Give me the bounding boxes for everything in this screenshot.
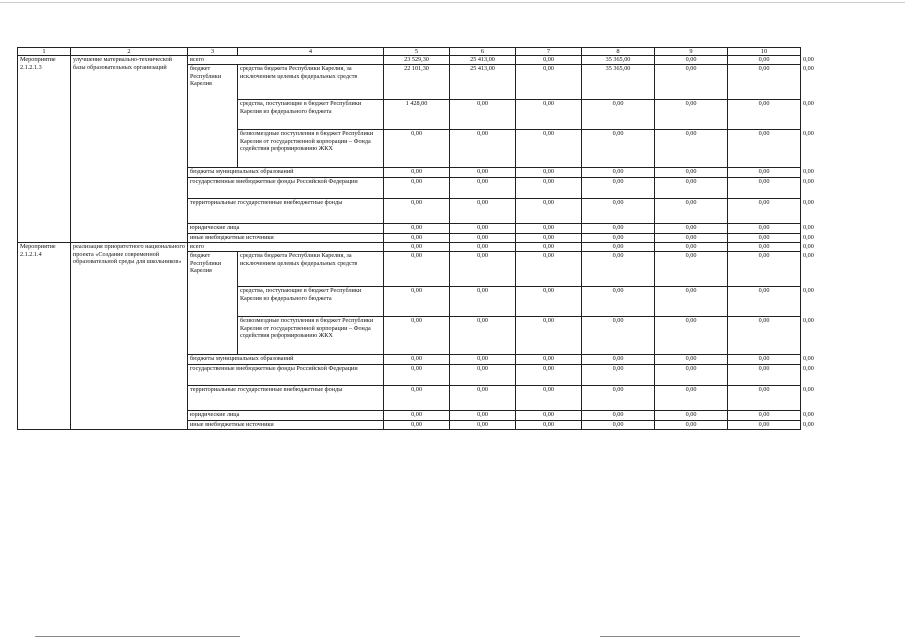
source-label: средства бюджета Республики Карелия, за исключением целевых федеральных средств (238, 252, 384, 287)
value-cell: 25 413,00 (450, 65, 516, 100)
value-cell: 0,00 (582, 234, 655, 243)
value-cell: 0,00 (450, 168, 516, 178)
value-cell: 0,00 (516, 287, 582, 317)
value-cell: 0,00 (655, 243, 728, 252)
value-cell: 0,00 (728, 287, 801, 317)
value-cell: 0,00 (582, 355, 655, 365)
value-cell: 0,00 (384, 355, 450, 365)
value-cell: 0,00 (728, 100, 801, 130)
value-cell: 0,00 (728, 317, 801, 355)
source-label: безвозмездные поступления в бюджет Республики Карелия от государственной корпорации – Фонда содействия реформированию ЖКХ (238, 317, 384, 355)
value-cell: 0,00 (655, 411, 728, 421)
value-cell: 0,00 (582, 243, 655, 252)
header-cell: 1 (18, 48, 71, 56)
value-cell: 0,00 (450, 234, 516, 243)
header-cell: 10 (728, 48, 801, 56)
table-row: средства, поступающие в бюджет Республики Карелия из федерального бюджета 1 428,00 0,00 0,00 0,00 0,00 0,00 0,00 (18, 100, 801, 130)
table-row: Мероприятие 2.1.2.1.4 реализация приоритетного национального проекта «Создание современной образовательной среды для школьников» всего 0,00 0,00 0,00 0,00 0,00 0,00 0,00 (18, 243, 801, 252)
value-cell: 0,00 (516, 234, 582, 243)
budget-table (17, 47, 814, 430)
source-label: юридические лица (188, 224, 384, 234)
header-cell: 8 (582, 48, 655, 56)
value-cell: 0,00 (450, 130, 516, 168)
source-label: средства, поступающие в бюджет Республики Карелия из федерального бюджета (238, 287, 384, 317)
value-cell: 0,00 (655, 234, 728, 243)
value-cell: 0,00 (384, 168, 450, 178)
scan-bottom-edge-right (600, 636, 800, 637)
value-cell: 0,00 (450, 421, 516, 430)
value-cell: 0,00 (728, 56, 801, 65)
value-cell: 35 365,00 (582, 65, 655, 100)
budget-group-label: бюджет Республики Карелия (188, 252, 238, 355)
table-row: иные внебюджетные источники 0,00 0,00 0,00 0,00 0,00 0,00 0,00 (18, 234, 801, 243)
value-cell: 0,00 (516, 317, 582, 355)
table-row: государственные внебюджетные фонды Российской Федерации 0,00 0,00 0,00 0,00 0,00 0,00 0,00 (18, 365, 801, 386)
value-cell: 0,00 (450, 317, 516, 355)
value-cell: 0,00 (728, 411, 801, 421)
value-cell: 0,00 (728, 234, 801, 243)
value-cell: 0,00 (582, 199, 655, 224)
header-cell: 9 (655, 48, 728, 56)
value-cell: 25 413,00 (450, 56, 516, 65)
value-cell: 0,00 (728, 130, 801, 168)
value-cell: 0,00 (582, 317, 655, 355)
source-label: территориальные государственные внебюджетные фонды (188, 199, 384, 224)
header-cell: 2 (71, 48, 188, 56)
value-cell: 1 428,00 (384, 100, 450, 130)
header-cell: 7 (516, 48, 582, 56)
value-cell: 0,00 (582, 365, 655, 386)
value-cell: 0,00 (516, 386, 582, 411)
value-cell: 0,00 (384, 365, 450, 386)
value-cell: 0,00 (516, 365, 582, 386)
value-cell: 0,00 (384, 317, 450, 355)
value-cell: 0,00 (728, 178, 801, 199)
value-cell: 0,00 (582, 168, 655, 178)
value-cell: 0,00 (384, 421, 450, 430)
table-row: бюджет Республики Карелия средства бюджета Республики Карелия, за исключением целевых федеральных средств 22 101,30 25 413,00 0,00 35 365,00 0,00 0,00 0,00 (18, 65, 801, 100)
value-cell: 0,00 (582, 287, 655, 317)
header-cell: 5 (384, 48, 450, 56)
value-cell: 0,00 (384, 386, 450, 411)
value-cell: 0,00 (450, 100, 516, 130)
value-cell: 0,00 (516, 56, 582, 65)
table-row: территориальные государственные внебюджетные фонды 0,00 0,00 0,00 0,00 0,00 0,00 0,00 (18, 386, 801, 411)
source-label: государственные внебюджетные фонды Российской Федерации (188, 365, 384, 386)
value-cell: 0,00 (728, 243, 801, 252)
value-cell: 0,00 (728, 252, 801, 287)
value-cell: 0,00 (450, 199, 516, 224)
value-cell: 0,00 (450, 243, 516, 252)
value-cell: 0,00 (655, 355, 728, 365)
value-cell: 0,00 (728, 386, 801, 411)
value-cell: 0,00 (728, 421, 801, 430)
value-cell: 0,00 (655, 386, 728, 411)
header-cell: 6 (450, 48, 516, 56)
activity-code: Мероприятие 2.1.2.1.3 (18, 56, 71, 243)
value-cell: 0,00 (384, 199, 450, 224)
value-cell: 22 101,30 (384, 65, 450, 100)
value-cell: 0,00 (655, 65, 728, 100)
value-cell: 0,00 (728, 365, 801, 386)
value-cell: 0,00 (384, 287, 450, 317)
value-cell: 0,00 (655, 317, 728, 355)
value-cell: 0,00 (384, 411, 450, 421)
budget-group-label: бюджет Республики Карелия (188, 65, 238, 168)
value-cell: 0,00 (582, 130, 655, 168)
value-cell: 0,00 (450, 411, 516, 421)
value-cell: 0,00 (728, 199, 801, 224)
value-cell: 0,00 (450, 252, 516, 287)
value-cell: 0,00 (516, 168, 582, 178)
value-cell: 0,00 (655, 199, 728, 224)
value-cell: 0,00 (516, 100, 582, 130)
value-cell: 0,00 (728, 355, 801, 365)
value-cell: 0,00 (516, 252, 582, 287)
source-label: средства бюджета Республики Карелия, за исключением целевых федеральных средств (238, 65, 384, 100)
value-cell: 0,00 (582, 252, 655, 287)
value-cell: 0,00 (655, 56, 728, 65)
source-label: юридические лица (188, 411, 384, 421)
table-row: юридические лица 0,00 0,00 0,00 0,00 0,00 0,00 0,00 (18, 224, 801, 234)
value-cell: 0,00 (516, 243, 582, 252)
value-cell: 0,00 (516, 65, 582, 100)
value-cell: 0,00 (582, 421, 655, 430)
value-cell: 35 365,00 (582, 56, 655, 65)
value-cell: 0,00 (582, 386, 655, 411)
value-cell: 0,00 (582, 178, 655, 199)
activity-code: Мероприятие 2.1.2.1.4 (18, 243, 71, 430)
value-cell: 0,00 (516, 355, 582, 365)
source-label: бюджеты муниципальных образований (188, 355, 384, 365)
source-label: государственные внебюджетные фонды Российской Федерации (188, 178, 384, 199)
table-row: юридические лица 0,00 0,00 0,00 0,00 0,00 0,00 0,00 (18, 411, 801, 421)
value-cell: 0,00 (728, 65, 801, 100)
value-cell: 0,00 (728, 224, 801, 234)
value-cell: 0,00 (384, 243, 450, 252)
value-cell: 0,00 (655, 178, 728, 199)
value-cell: 0,00 (516, 130, 582, 168)
table-row: территориальные государственные внебюджетные фонды 0,00 0,00 0,00 0,00 0,00 0,00 0,00 (18, 199, 801, 224)
value-cell: 0,00 (384, 234, 450, 243)
value-cell: 0,00 (450, 287, 516, 317)
value-cell: 0,00 (516, 199, 582, 224)
table-row: бюджеты муниципальных образований 0,00 0,00 0,00 0,00 0,00 0,00 0,00 (18, 355, 801, 365)
source-label: всего (188, 56, 384, 65)
header-cell: 3 (188, 48, 238, 56)
value-cell: 0,00 (655, 100, 728, 130)
header-row (18, 48, 801, 56)
table-row: иные внебюджетные источники 0,00 0,00 0,00 0,00 0,00 0,00 0,00 (18, 421, 801, 430)
value-cell: 0,00 (450, 386, 516, 411)
value-cell: 0,00 (516, 224, 582, 234)
activity-name: улучшение материально-технической базы образовательных организаций (71, 56, 188, 243)
value-cell: 0,00 (384, 178, 450, 199)
value-cell: 0,00 (582, 411, 655, 421)
table-row: бюджеты муниципальных образований 0,00 0,00 0,00 0,00 0,00 0,00 0,00 (18, 168, 801, 178)
value-cell: 0,00 (655, 130, 728, 168)
source-label: иные внебюджетные источники (188, 234, 384, 243)
value-cell: 0,00 (582, 100, 655, 130)
source-label: средства, поступающие в бюджет Республики Карелия из федерального бюджета (238, 100, 384, 130)
value-cell: 0,00 (516, 421, 582, 430)
table-row: бюджет Республики Карелия средства бюджета Республики Карелия, за исключением целевых федеральных средств 0,00 0,00 0,00 0,00 0,00 0,00 0,00 (18, 252, 801, 287)
value-cell: 0,00 (450, 365, 516, 386)
value-cell: 0,00 (655, 421, 728, 430)
header-cell: 4 (238, 48, 384, 56)
source-label: территориальные государственные внебюджетные фонды (188, 386, 384, 411)
table-row: Мероприятие 2.1.2.1.3 улучшение материально-технической базы образовательных организаций всего 23 529,30 25 413,00 0,00 35 365,00 0,00 0,00 0,00 (18, 56, 801, 65)
scan-top-edge (0, 2, 905, 3)
scan-bottom-edge-left (35, 636, 240, 637)
value-cell: 0,00 (655, 365, 728, 386)
source-label: безвозмездные поступления в бюджет Республики Карелия от государственной корпорации – Фонда содействия реформированию ЖКХ (238, 130, 384, 168)
table-row: государственные внебюджетные фонды Российской Федерации 0,00 0,00 0,00 0,00 0,00 0,00 0,00 (18, 178, 801, 199)
table-row: средства, поступающие в бюджет Республики Карелия из федерального бюджета 0,00 0,00 0,00 0,00 0,00 0,00 0,00 (18, 287, 801, 317)
source-label: иные внебюджетные источники (188, 421, 384, 430)
value-cell: 0,00 (655, 224, 728, 234)
value-cell: 0,00 (516, 178, 582, 199)
source-label: всего (188, 243, 384, 252)
value-cell: 0,00 (384, 130, 450, 168)
value-cell: 0,00 (384, 252, 450, 287)
activity-name: реализация приоритетного национального проекта «Создание современной образовательной среды для школьников» (71, 243, 188, 430)
value-cell: 0,00 (655, 287, 728, 317)
value-cell: 0,00 (450, 224, 516, 234)
table-row: безвозмездные поступления в бюджет Республики Карелия от государственной корпорации – Фонда содействия реформированию ЖКХ 0,00 0,00 0,00 0,00 0,00 0,00 0,00 (18, 130, 801, 168)
value-cell: 0,00 (450, 178, 516, 199)
budget-table-sheet (17, 47, 814, 430)
value-cell: 0,00 (384, 224, 450, 234)
source-label: бюджеты муниципальных образований (188, 168, 384, 178)
value-cell: 0,00 (450, 355, 516, 365)
value-cell: 0,00 (516, 411, 582, 421)
table-row: безвозмездные поступления в бюджет Республики Карелия от государственной корпорации – Фонда содействия реформированию ЖКХ 0,00 0,00 0,00 0,00 0,00 0,00 0,00 (18, 317, 801, 355)
value-cell: 23 529,30 (384, 56, 450, 65)
value-cell: 0,00 (655, 168, 728, 178)
value-cell: 0,00 (728, 168, 801, 178)
value-cell: 0,00 (655, 252, 728, 287)
value-cell: 0,00 (582, 224, 655, 234)
